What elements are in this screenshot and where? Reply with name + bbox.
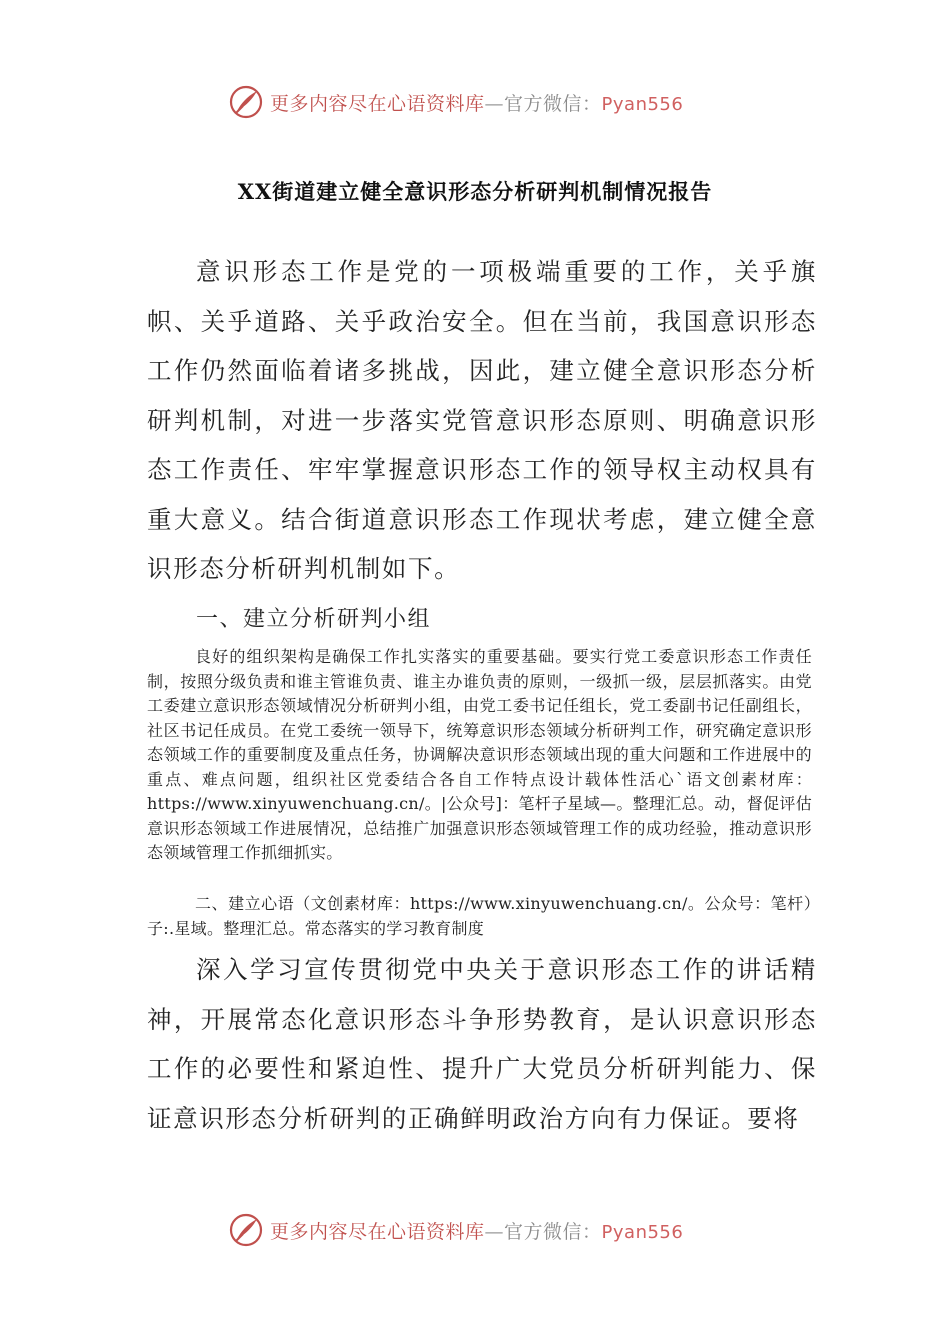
banner-wechat-id: Pyan556 (601, 93, 684, 115)
section-heading-2-text: 二、建立心语（文创素材库：https://www.xinyuwenchuang.cn/。公众号：笔杆）子:.星域。整理汇总。常态落实的学习教育制度 (147, 894, 812, 938)
header-banner (228, 82, 728, 122)
banner-wechat-label: 官方微信： (504, 1220, 602, 1243)
footer-banner (228, 1210, 728, 1250)
banner-main-text: 更多内容尽在心语资料库 (270, 92, 485, 115)
intro-paragraph (147, 247, 817, 594)
section-2-paragraph-text: 深入学习宣传贯彻党中央关于意识形态工作的讲话精神，开展常态化意识形态斗争形势教育，是认识意识形态工作的必要性和紧迫性、提升广大党员分析研判能力、保证意识形态分析研判的正确鲜明政治方向有力保证。要将 (147, 955, 817, 1133)
banner-wechat-label: 官方微信： (504, 92, 602, 115)
banner-dash: — (484, 1220, 505, 1243)
quill-pen-logo-icon (228, 84, 264, 120)
quill-pen-logo-icon (228, 1212, 264, 1248)
banner-dash: — (484, 92, 505, 115)
section-heading-2 (147, 892, 812, 941)
section-1-paragraph-text: 良好的组织架构是确保工作扎实落实的重要基础。要实行党工委意识形态工作责任制，按照分级负责和谁主管谁负责、谁主办谁负责的原则，一级抓一级，层层抓落实。由党工委建立意识形态领域情况分析研判小组，由党工委书记任组长，党工委副书记任副组长，社区书记任成员。在党工委统一领导下，统筹意识形态领域分析研判工作，研究确定意识形态领域工作的重要制度及重点任务，协调解决意识形态领域出现的重大问题和工作进展中的重点、难点问题，组织社区党委结合各自工作特点设计载体性活心`语文创素材库：https://www.xinyuwenchuang.cn/。|公众号]：笔杆子星域—。整理汇总。动，督促评估意识形态领域工作进展情况，总结推广加强意识形态领域管理工作的成功经验，推动意识形态领域管理工作抓细抓实。 (147, 647, 812, 862)
section-heading-1: 一、建立分析研判小组 (196, 607, 432, 632)
intro-paragraph-text: 意识形态工作是党的一项极端重要的工作，关乎旗帜、关乎道路、关乎政治安全。但在当前，我国意识形态工作仍然面临着诸多挑战，因此，建立健全意识形态分析研判机制，对进一步落实党管意识形态原则、明确意识形态工作责任、牢牢掌握意识形态工作的领导权主动权具有重大意义。结合街道意识形态工作现状考虑，建立健全意识形态分析研判机制如下。 (147, 257, 817, 583)
section-2-paragraph (147, 945, 817, 1143)
banner-wechat-id: Pyan556 (601, 1221, 684, 1243)
banner-main-text: 更多内容尽在心语资料库 (270, 1220, 485, 1243)
document-title: XX街道建立健全意识形态分析研判机制情况报告 (237, 179, 713, 204)
section-1-paragraph (147, 645, 812, 866)
